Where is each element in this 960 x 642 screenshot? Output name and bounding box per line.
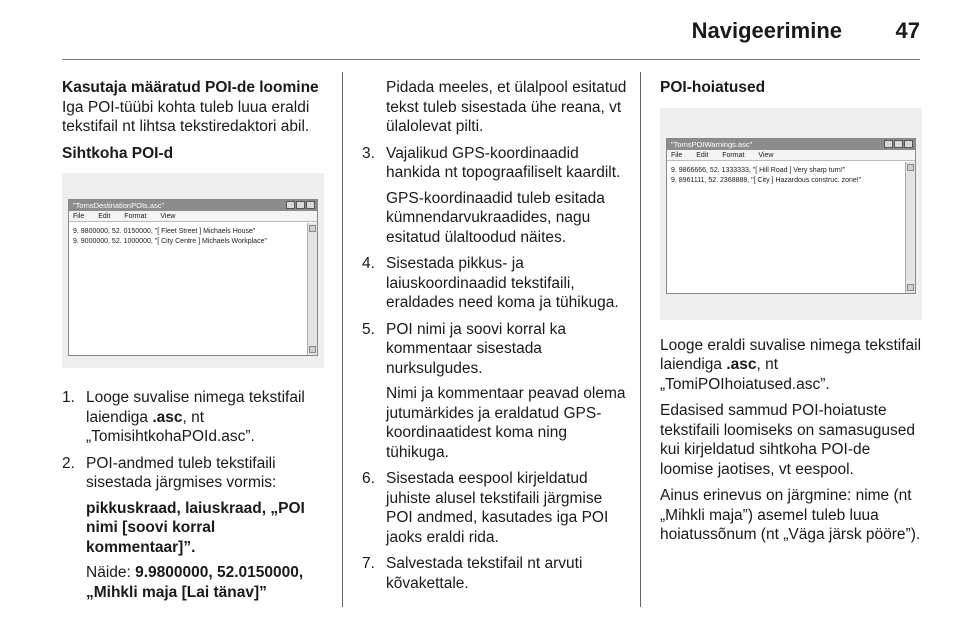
- window-title: "TomsDestinationPOIs.asc": [73, 201, 165, 210]
- window-title: "TomsPOIWarnings.asc": [671, 139, 753, 149]
- window-titlebar: [667, 139, 915, 150]
- text-line: 9. 9000000, 52. 1000000, "[ City Centre ] Michaels Workplace": [73, 238, 267, 245]
- item-text: Sisestada pikkus- ja laiuskoordinaadid tekstifaili, eraldades need koma ja tühikuga.: [386, 255, 619, 311]
- maximize-icon: [894, 140, 903, 148]
- item-number: 2.: [62, 454, 75, 472]
- screenshot-destination-pois: [62, 173, 324, 368]
- paragraph: Edasised sammud POI-hoiatuste tekstifaili loomiseks on samasugused kui kirjeldatud sihtkoha POI-de loomise jaotises, vt eespool.: [660, 402, 916, 478]
- item-number: 3.: [362, 144, 375, 162]
- item-note: Nimi ja kommentaar peavad olema jutumärkides ja eraldatud GPS-koordinaatidest koma ning tühikuga.: [386, 385, 626, 461]
- notepad-window: [68, 199, 318, 356]
- window-menubar: [69, 211, 317, 222]
- item-number: 6.: [362, 470, 375, 487]
- item-number: 4.: [362, 255, 375, 272]
- column-divider-2: [640, 72, 641, 607]
- menu-file: File: [671, 151, 683, 159]
- list-item: [62, 388, 324, 447]
- menu-view: View: [160, 213, 176, 220]
- list-item: [362, 144, 630, 248]
- menu-edit: Edit: [696, 151, 709, 159]
- list-item: [362, 554, 630, 593]
- scroll-up-icon: [309, 225, 316, 232]
- column-1: [62, 78, 324, 609]
- item-text: Sisestada eespool kirjeldatud juhiste alusel tekstifaili järgmise POI andmed, kasutades iga POI jaoks eraldi rida.: [386, 470, 609, 546]
- format-spec: pikkuskraad, laiuskraad, „POI nimi [soovi korral kommentaar]”.: [86, 499, 305, 556]
- item-text: Vajalikud GPS-koordinaadid hankida nt topograafiliselt kaardilt.: [386, 144, 621, 181]
- screenshot-poi-warnings: [660, 108, 922, 320]
- menu-format: Format: [124, 213, 147, 220]
- paragraph: Looge eraldi suvalise nimega tekstifail laiendiga .asc, nt „TomiPOIhoiatused.asc”.: [660, 336, 922, 393]
- column-divider-1: [342, 72, 343, 607]
- window-text: [667, 162, 905, 293]
- text-line: 9. 9800000, 52. 0150000, "[ Fleet Street ] Michaels House": [73, 228, 256, 235]
- menu-format: Format: [722, 151, 745, 159]
- paragraph: Ainus erinevus on järgmine: nime (nt „Mihkli maja”) asemel tuleb luua hoiatussõnum (nt „Väga järsk pööre”).: [660, 487, 921, 543]
- maximize-icon: [296, 201, 305, 209]
- scroll-up-icon: [907, 164, 914, 171]
- menu-view: View: [758, 151, 774, 159]
- close-icon: [904, 140, 913, 148]
- intro-paragraph: Iga POI-tüübi kohta tuleb luua eraldi tekstifail nt lihtsa tekstiredaktori abil.: [62, 98, 310, 135]
- notepad-window: [666, 138, 916, 294]
- item-text: Salvestada tekstifail nt arvuti kõvakettale.: [386, 555, 583, 592]
- menu-file: File: [73, 213, 85, 220]
- item-note: GPS-koordinaadid tuleb esitada kümnendarvukraadides, nagu esitatud ülaltoodud näites.: [386, 189, 605, 246]
- item-text: POI nimi ja soovi korral ka kommentaar sisestada nurksulgudes.: [386, 320, 567, 377]
- column-2: [362, 78, 630, 600]
- page-title: Navigeerimine: [691, 18, 842, 43]
- item-number: 7.: [362, 555, 375, 572]
- window-menubar: [667, 150, 915, 161]
- list-item: [362, 254, 630, 313]
- page-header: [62, 18, 920, 58]
- text-line: 9. 8961111, 52. 2368888, "[ City ] Hazardous construc. zone!": [671, 176, 862, 184]
- subsection-heading: Sihtkoha POI-d: [62, 144, 174, 162]
- close-icon: [306, 201, 315, 209]
- item-text: Looge suvalise nimega tekstifail laiendiga .asc, nt „TomisihtkohaPOId.asc”.: [86, 389, 305, 445]
- scrollbar: [905, 162, 915, 293]
- continued-paragraph: Pidada meeles, et ülalpool esitatud tekst tuleb sisestada ühe reana, vt ülalolevat pilti.: [386, 79, 627, 135]
- window-titlebar: [69, 200, 317, 211]
- steps-list: [62, 388, 324, 602]
- page-number: 47: [895, 18, 920, 43]
- menu-edit: Edit: [98, 213, 111, 220]
- minimize-icon: [884, 140, 893, 148]
- column-3: [660, 78, 922, 552]
- item-number: 5.: [362, 320, 375, 338]
- section-heading: Kasutaja määratud POI-de loomine: [62, 79, 319, 96]
- window-text: [69, 223, 307, 355]
- list-item: [362, 320, 630, 463]
- text-line: 9. 9866666, 52. 1333333, "[ Hill Road ] Very sharp turn!": [671, 166, 846, 174]
- item-number: 1.: [62, 389, 75, 406]
- scrollbar: [307, 223, 317, 355]
- example: Näide: 9.9800000, 52.0150000, „Mihkli maja [Lai tänav]”: [86, 564, 304, 601]
- scroll-down-icon: [309, 346, 316, 353]
- list-item: [362, 469, 630, 547]
- item-text: POI-andmed tuleb tekstifaili sisestada järgmises vormis:: [86, 454, 277, 491]
- section-heading: POI-hoiatused: [660, 79, 766, 96]
- scroll-down-icon: [907, 284, 914, 291]
- header-divider: [62, 59, 920, 60]
- minimize-icon: [286, 201, 295, 209]
- steps-list-continued: [362, 144, 630, 594]
- list-item: [62, 454, 324, 603]
